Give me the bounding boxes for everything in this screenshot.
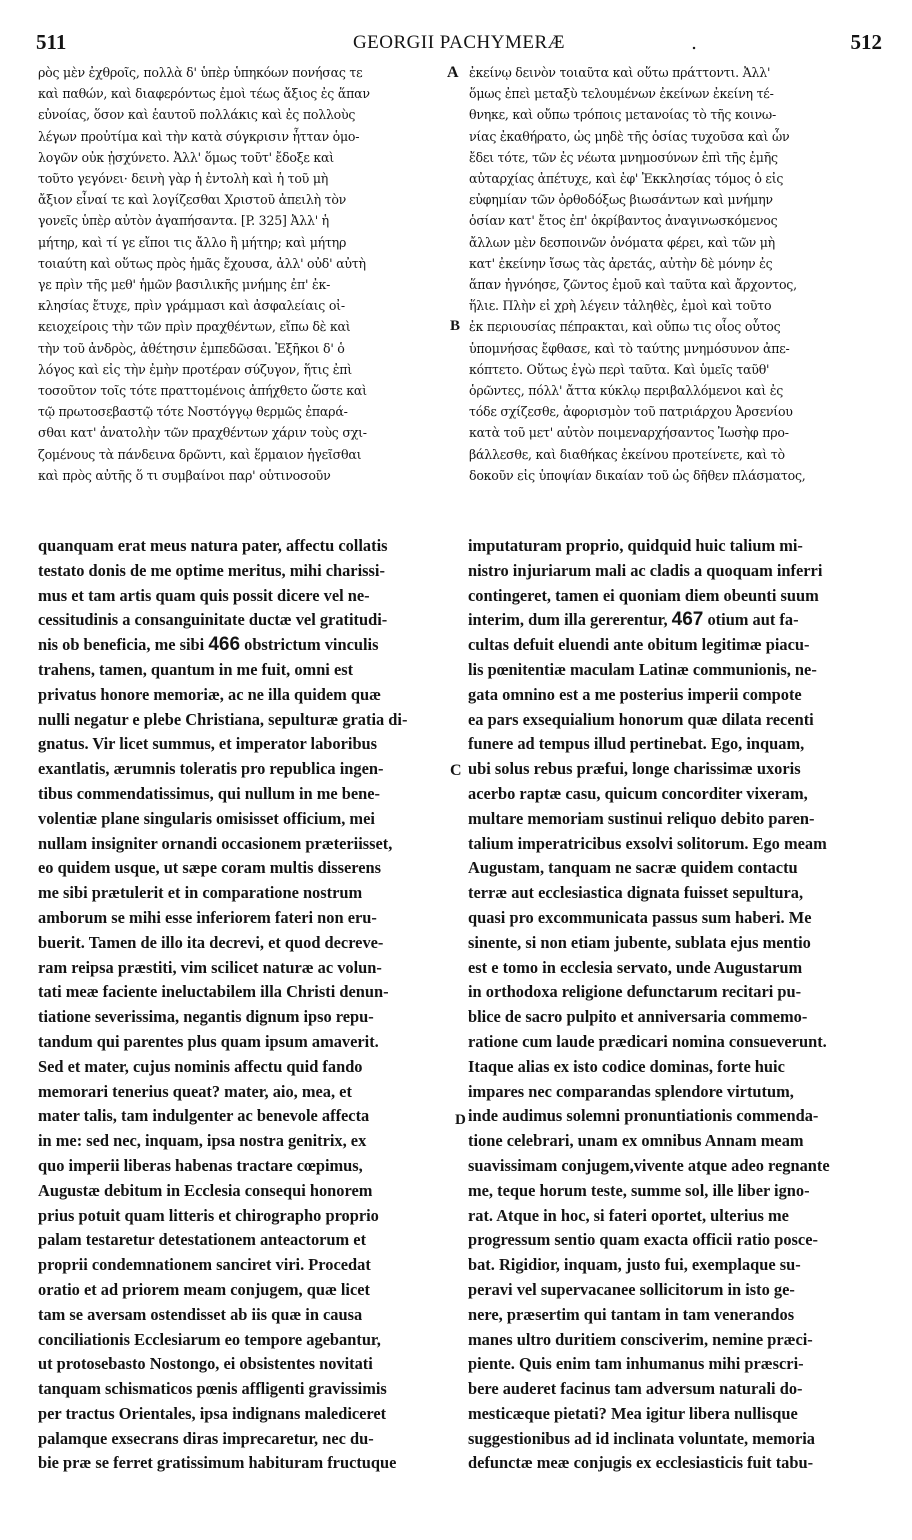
text-line: tibus commendatissimus, qui nullum in me bene- — [38, 783, 380, 803]
text-line: ἥλιε. Πλὴν εἰ χρὴ λέγειν τἀληθὲς, ἐμοὶ καὶ τοῦτο — [469, 298, 772, 314]
text-line: λέγων προὐτίμα καὶ τὴν κατὰ σύγκρισιν ἧτταν ὁμο- — [38, 128, 360, 144]
text-line: μήτηρ, καὶ τί γε εἴποι τις ἄλλο ἢ μήτηρ; καὶ μήτηρ — [38, 234, 347, 250]
text-line: proprii condemnationem sanciret viri. Procedat — [38, 1255, 371, 1275]
text-line: acerbo raptæ casu, quicum concorditer vixeram, — [468, 783, 808, 803]
text-line: κόπτετο. Οὕτως ἐγὼ περὶ ταῦτα. Καὶ ὑμεῖς ταῦθ' — [469, 361, 770, 377]
text-line: ἐκείνῳ δεινὸν τοιαῦτα καὶ οὕτω πράττοντι. Ἀλλ' — [469, 65, 771, 80]
marginal-number-467: 467 — [671, 609, 704, 631]
text-line: volentiæ plane singularis omisisset officium, mei — [38, 808, 375, 828]
text-line: εὐνοίας, ὅσον καὶ ἑαυτοῦ πολλάκις καὶ ἐς πολλοὺς — [38, 107, 356, 123]
text-line: λογῶν οὐκ ᾐσχύνετο. Ἀλλ' ὅμως τοῦτ' ἔδοξε καὶ — [38, 149, 334, 165]
text-line: contingeret, tamen ei quoniam diem obeunti suum — [468, 585, 819, 605]
latin-column-right — [468, 534, 880, 1476]
text-line: tati meæ faciente ineluctabilem illa Christi denun- — [38, 982, 389, 1002]
text-line: ram reipsa præstiti, vim scilicet naturæ ac volun- — [38, 957, 382, 977]
text-line: funere ad tempus illud pertinebat. Ego, inquam, — [468, 734, 805, 754]
text-line: ὅμως ἐπεὶ μεταξὺ τελουμένων ἐκείνων ἐκείνη τέ- — [469, 86, 774, 102]
text-line: ut protosebasto Nostongo, ei obsistentes novitati — [38, 1354, 373, 1374]
text-line: exantlatis, ærumnis toleratis pro republica ingen- — [38, 759, 384, 779]
text-line: καὶ πρὸς αὐτῆς ὅ τι συμβαίνοι παρ' οὑτινοσοῦν — [38, 467, 331, 483]
text-line: κατ' ἐκείνην ἴσως τὰς ἀρετάς, αὐτὴν δὲ μόνην ἐς — [469, 255, 773, 271]
text-line: τῷ πρωτοσεβαστῷ τότε Νοστόγγῳ θερμῶς ἐπαρά- — [38, 404, 348, 420]
text-line: prius potuit quam litteris et chirographo proprio — [38, 1205, 379, 1225]
text-line: βάλλεσθε, καὶ διαθήκας ἐκείνου προτείνετε, καὶ τὸ — [469, 446, 785, 462]
text-line: impares nec comparandas splendore virtutum, — [468, 1081, 794, 1101]
greek-column-right — [469, 62, 879, 486]
text-line: tam se aversam ostendisset ab iis quæ in causa — [38, 1304, 363, 1324]
text-line: blice de sacro pulpito et anniversaria commemo- — [468, 1007, 808, 1027]
text-line: ὑπομνήσας ἔφθασε, καὶ τὸ ταύτης μνημόσυνον ἀπε- — [469, 340, 790, 356]
text-line: γονεῖς ὑπὲρ αὐτὸν ἀγαπήσαντα. [P. 325] Ἀλλ' ἡ — [38, 213, 329, 229]
text-line: privatus honore memoriæ, ac ne illa quidem quæ — [38, 684, 382, 704]
text-line: sinente, si non etiam jubente, sublata ejus mentio — [468, 932, 811, 952]
text-line: ἄξιον εἶναί τε καὶ λογίζεσθαι Χριστοῦ ἀπειλὴ τὸν — [38, 192, 347, 208]
text-line: oratio et ad priorem meam conjugem, quæ licet — [38, 1279, 370, 1299]
text-line: λόγος καὶ εἰς τὴν ἐμὴν προτέραν σύζυγον, ἥτις ἐπὶ — [38, 361, 352, 377]
text-line: quasi pro excommunicata passus sum haberi. Me — [468, 907, 812, 927]
text-line: nere, præsertim qui tantam in tam venerandos — [468, 1304, 795, 1324]
text-line: in me: sed nec, inquam, ipsa nostra genitrix, ex — [38, 1131, 367, 1151]
greek-column-left — [38, 62, 444, 486]
text-line: piente. Quis enim tam inhumanus mihi præscri- — [468, 1354, 804, 1374]
text-line: ἐκ περιουσίας πέπρακται, καὶ οὔπω τις οἷος οὗτος — [469, 319, 781, 335]
text-line: mater talis, tam indulgenter ac benevole affecta — [38, 1106, 370, 1126]
text-line: nistro injuriarum mali ac cladis a quoquam inferri — [468, 560, 823, 580]
text-fragment: nis ob beneficia, me sibi — [38, 635, 205, 655]
text-line: ea pars exsequialium honorum quæ dilata recenti — [468, 709, 814, 729]
text-line: manes ultro duritiem consciverim, nemine præci- — [468, 1329, 813, 1349]
text-line — [38, 633, 450, 658]
text-line: palamque exsecrans diras imprecaretur, nec du- — [38, 1428, 374, 1448]
text-line: ἅπαν ἠγνόησε, ζῶντος ἐμοῦ καὶ ταῦτα καὶ ἄρχοντος, — [469, 277, 797, 293]
text-line: tione celebrari, unam ex omnibus Annam meam — [468, 1131, 804, 1151]
text-line: ἔδει τότε, τῶν ἐς νέωτα μνημοσύνων ἐπὶ τῆς ἐμῆς — [469, 149, 778, 165]
text-line: quo imperii liberas habenas tractare cœpimus, — [38, 1155, 363, 1175]
text-line: εὐφημίαν τῶν ὀρθοδόξως βιωσάντων καὶ μνήμην — [469, 192, 773, 208]
text-line: δοκοῦν εἰς ὑποψίαν δικαίαν τοῦ ὡς δῆθεν πλάσματος, — [469, 467, 806, 483]
text-line: gnatus. Vir licet summus, et imperator laboribus — [38, 734, 378, 754]
text-fragment: interim, dum illa gererentur, — [468, 610, 668, 630]
text-line: nullam insigniter ornandi occasionem præteriisset, — [38, 833, 393, 853]
margin-marker-d: D — [455, 1112, 466, 1128]
text-line: τοσοῦτον τοῖς τότε πραττομένοις ἀπήχθετο ὥστε καὶ — [38, 383, 367, 399]
text-line: eo quidem usque, ut sæpe coram multis disserens — [38, 858, 382, 878]
text-line — [468, 608, 880, 633]
text-line: κατὰ τοῦ μετ' αὐτὸν ποιμεναρχήσαντος Ἰωσὴφ προ- — [469, 425, 789, 441]
text-line: cultas defuit eluendi ante obitum legitimæ piacu- — [468, 635, 810, 655]
page-number-left: 511 — [36, 30, 67, 54]
text-line: gata omnino est a me posterius imperii compote — [468, 684, 802, 704]
text-line: σθαι κατ' ἀνατολὴν τῶν πραχθέντων χάριν τοὺς σχι- — [38, 425, 367, 441]
text-line: per tractus Orientales, ipsa indignans malediceret — [38, 1403, 387, 1423]
text-line: γε πρὶν τῆς μεθ' ἡμῶν βασιλικῆς μνήμης ἐπ' ἐκ- — [38, 277, 331, 293]
marginal-number-466: 466 — [208, 634, 241, 656]
latin-column-left — [38, 534, 450, 1476]
page-number-right: 512 — [850, 30, 882, 54]
text-line: buerit. Tamen de illo ita decrevi, et quod decreve- — [38, 932, 384, 952]
text-line: κειοχείροις τὴν τῶν πρὶν πραχθέντων, εἴπω δὲ καὶ — [38, 319, 351, 335]
header-dot: . — [691, 32, 698, 54]
text-line: ratione cum laude prædicari nomina consueverunt. — [468, 1031, 827, 1051]
text-line: suggestionibus ad id inclinata voluntate, memoria — [468, 1428, 815, 1448]
text-line: τοῦτο γεγόνει· δεινὴ γὰρ ἡ ἐντολὴ καὶ ἡ τοῦ μὴ — [38, 171, 329, 187]
text-line: τόδε σχίζεσθε, ἀφορισμὸν τοῦ πατριάρχου Ἀρσενίου — [469, 404, 793, 420]
margin-marker-a: A — [447, 64, 459, 81]
text-line: rat. Atque in hoc, si fateri oportet, ulterius me — [468, 1205, 789, 1225]
text-line: τοιαύτη καὶ οὕτως πρὸς ἡμᾶς ἔχουσα, ἀλλ' οὐδ' αὐτὴ — [38, 255, 366, 271]
text-line: in orthodoxa religione defunctarum recitari pu- — [468, 982, 802, 1002]
margin-marker-c: C — [450, 762, 462, 779]
text-line: καὶ παθών, καὶ διαφερόντως ἐμοὶ τέως ἄξιος ἐς ἅπαν — [38, 86, 370, 102]
text-line: mus et tam artis quam quis possit dicere vel ne- — [38, 585, 370, 605]
text-line: bie præ se ferret gratissimum habituram fructuque — [38, 1453, 397, 1473]
text-line: τὴν τοῦ ἀνδρὸς, ἀθέτησιν ἐμπεδῶσαι. Ἐξῆκοι δ' ὁ — [38, 340, 345, 356]
text-line: lis pœnitentiæ maculam Latinæ communionis, ne- — [468, 659, 817, 679]
text-line: ὁρῶντες, πόλλ' ἄττα κύκλῳ περιβαλλόμενοι καὶ ἐς — [469, 383, 784, 399]
text-line: peravi vel supervacanee sollicitorum in isto ge- — [468, 1279, 795, 1299]
text-line: nulli negatur e plebe Christiana, sepulturæ gratia di- — [38, 709, 408, 729]
text-line: Augustam, tanquam ne sacræ quidem contactu — [468, 858, 798, 878]
text-line: defunctæ meæ conjugis ex ecclesiasticis fuit tabu- — [468, 1453, 814, 1473]
text-line: inde audimus solemni pronuntiationis commenda- — [468, 1106, 819, 1126]
running-head — [36, 30, 882, 60]
text-line: Itaque alias ex isto codice dominas, forte huic — [468, 1056, 785, 1076]
text-line: ὁσίαν κατ' ἔτος ἐπ' ὀκρίβαντος ἀναγινωσκόμενος — [469, 213, 778, 229]
text-line: θνηκε, καὶ οὔπω τρόποις μετανοίας τὸ τῆς κοινω- — [469, 107, 776, 123]
text-line: talium imperatricibus exsolvi solitorum. Ego meam — [468, 833, 827, 853]
text-line: Augustæ debitum in Ecclesia consequi honorem — [38, 1180, 373, 1200]
text-line: ubi solus rebus præfui, longe charissimæ uxoris — [468, 759, 801, 779]
text-line: testato donis de me optime meritus, mihi charissi- — [38, 560, 385, 580]
text-line: κλησίας ἔτυχε, πρὶν γράμμασι καὶ ἀσφαλείαις οἰ- — [38, 298, 345, 314]
text-line: ζομένους τὰ πάνδεινα δρῶντι, καὶ ἕρμαιον ἡγεῖσθαι — [38, 446, 362, 462]
text-line: Sed et mater, cujus nominis affectu quid fando — [38, 1056, 363, 1076]
text-line: amborum se mihi esse inferiorem fateri non eru- — [38, 907, 377, 927]
margin-marker-b: B — [450, 318, 461, 334]
text-line: multare memoriam sustinui reliquo debito paren- — [468, 808, 815, 828]
text-line: progressum sentio quam exacta officii ratio posce- — [468, 1230, 818, 1250]
text-line: palam testaretur detestationem anteactorum et — [38, 1230, 367, 1250]
text-line: cessitudinis a consanguinitate ductæ vel gratitudi- — [38, 610, 388, 630]
running-title: GEORGII PACHYMERÆ — [352, 32, 566, 53]
text-line: me sibi prætulerit et in comparatione nostrum — [38, 883, 363, 903]
text-line: est e tomo in ecclesia servato, unde Augustarum — [468, 957, 803, 977]
text-line: tiatione severissima, negantis dignum ipso repu- — [38, 1007, 374, 1027]
text-line: conciliationis Ecclesiarum eo tempore agebantur, — [38, 1329, 381, 1349]
text-line: νίας ἐκαθήρατο, ὡς μηδὲ τῆς ὁσίας τυχοῦσα καὶ ὧν — [469, 128, 790, 144]
text-line: ρὸς μὲν ἐχθροῖς, πολλὰ δ' ὑπὲρ ὑπηκόων πονήσας τε — [38, 65, 363, 80]
text-line: bere auderet facinus tam adversum naturali do- — [468, 1379, 803, 1399]
text-line: memorari tenerius queat? mater, aio, mea, et — [38, 1081, 352, 1101]
text-line: me, teque horum teste, summe sol, ille liber igno- — [468, 1180, 810, 1200]
text-line: ἄλλων μὲν δεσποινῶν ὀνόματα φέρει, καὶ τῶν μὴ — [469, 234, 775, 250]
text-line: suavissimam conjugem,vivente atque adeo regnante — [468, 1155, 830, 1175]
text-line: imputaturam proprio, quidquid huic talium mi- — [468, 536, 803, 555]
text-fragment: obstrictum vinculis — [244, 635, 379, 655]
text-line: tanquam schismaticos pœnis affligenti gravissimis — [38, 1379, 387, 1399]
text-line: trahens, tamen, quantum in me fuit, omni est — [38, 659, 354, 679]
text-line: mesticæque pietati? Mea igitur libera nullisque — [468, 1403, 798, 1423]
text-line: tandum qui parentes plus quam ipsum amaverit. — [38, 1031, 379, 1051]
text-line: αὐταρχίας ἀπέτυχε, καὶ ἐφ' Ἐκκλησίας τόμος ὁ εἰς — [469, 171, 784, 187]
text-line: bat. Rigidior, inquam, justo fui, exemplaque su- — [468, 1255, 801, 1275]
text-fragment: otium aut fa- — [707, 610, 799, 630]
text-line: quanquam erat meus natura pater, affectu collatis — [38, 536, 388, 555]
text-line: terræ aut ecclesiastica dignata fuisset sepultura, — [468, 883, 804, 903]
